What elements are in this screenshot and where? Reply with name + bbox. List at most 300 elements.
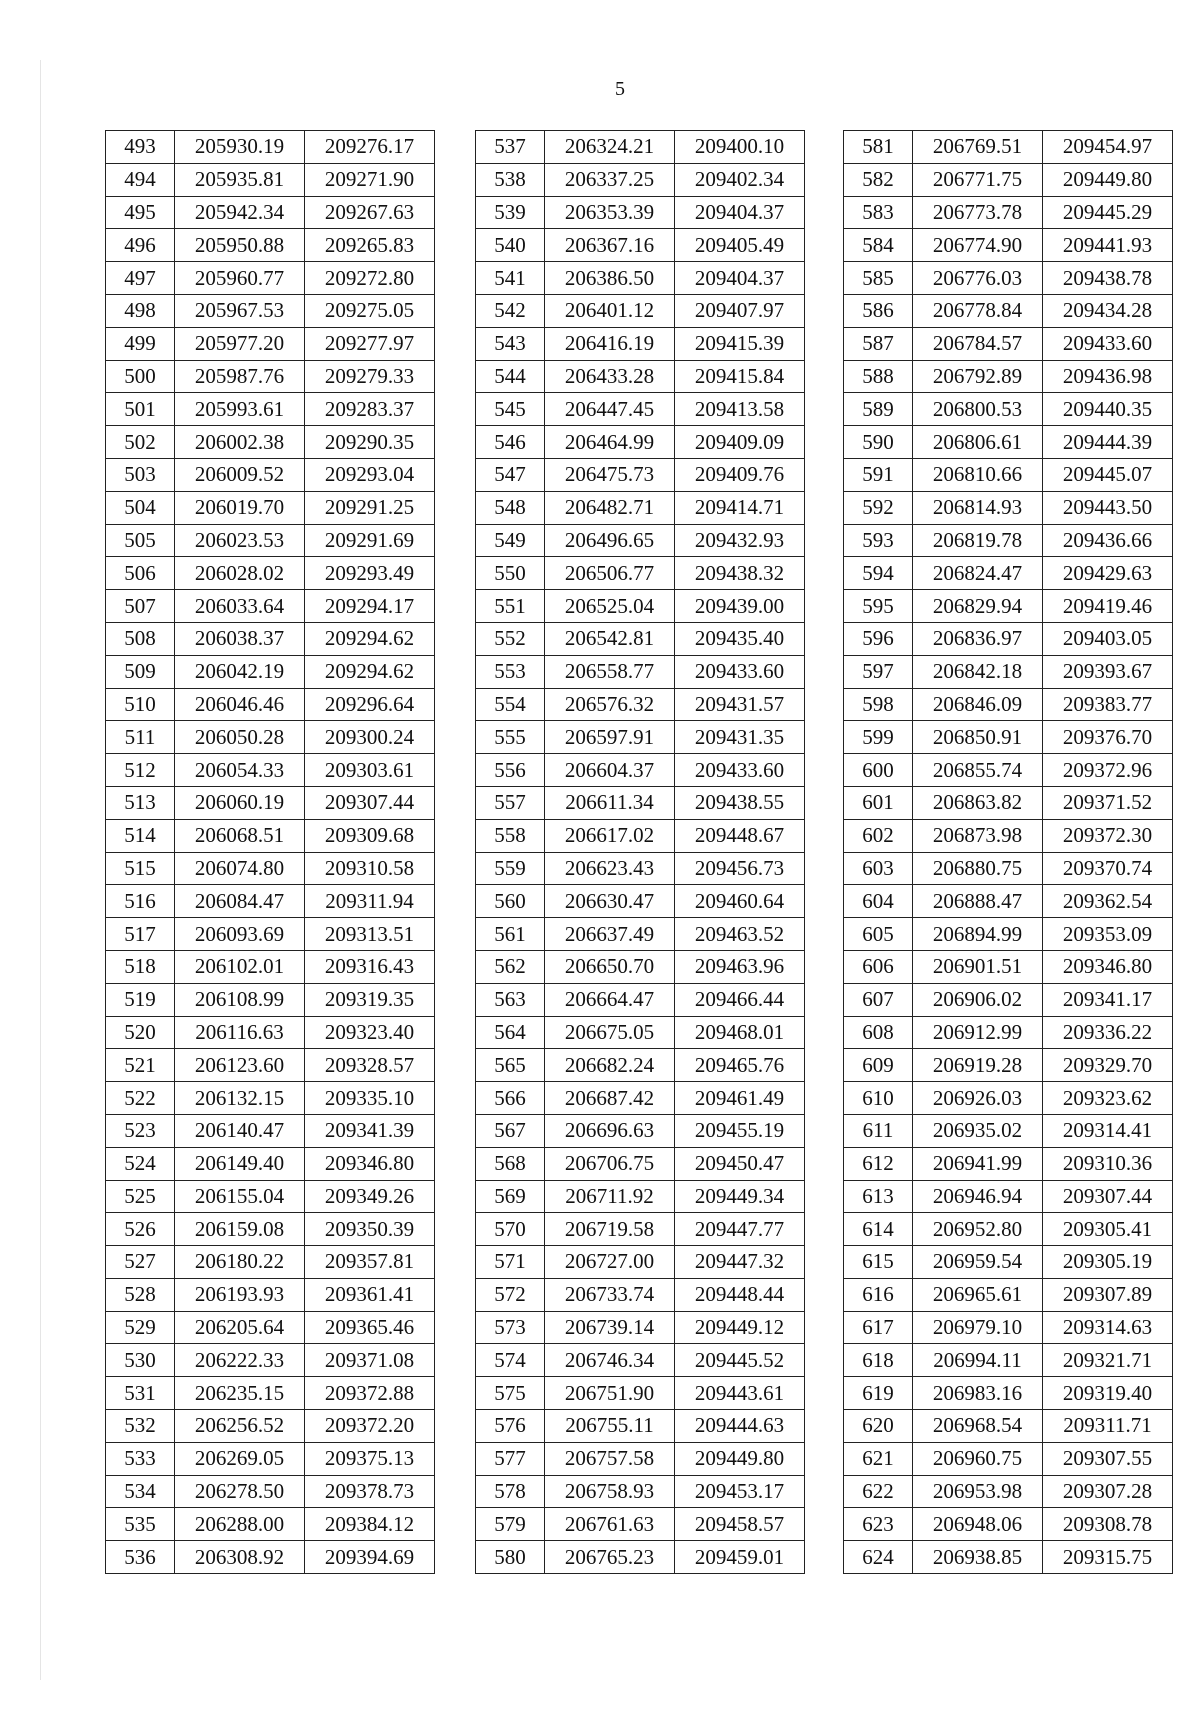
point-number-cell: 522 (106, 1082, 175, 1115)
point-number-cell: 588 (844, 360, 913, 393)
table-row (844, 1246, 1173, 1279)
table-row (844, 1442, 1173, 1475)
y-coordinate-cell: 209453.17 (675, 1475, 805, 1508)
table-row (106, 721, 435, 754)
x-coordinate-cell: 206116.63 (175, 1016, 305, 1049)
y-coordinate-cell: 209444.39 (1043, 426, 1173, 459)
point-number-cell: 530 (106, 1344, 175, 1377)
table-row (844, 983, 1173, 1016)
x-coordinate-cell: 206755.11 (545, 1410, 675, 1443)
y-coordinate-cell: 209294.62 (305, 655, 435, 688)
x-coordinate-cell: 206416.19 (545, 327, 675, 360)
y-coordinate-cell: 209448.67 (675, 819, 805, 852)
table-row (844, 688, 1173, 721)
x-coordinate-cell: 206675.05 (545, 1016, 675, 1049)
x-coordinate-cell: 206727.00 (545, 1246, 675, 1279)
point-number-cell: 610 (844, 1082, 913, 1115)
x-coordinate-cell: 206968.54 (913, 1410, 1043, 1443)
y-coordinate-cell: 209449.34 (675, 1180, 805, 1213)
table-row (106, 524, 435, 557)
y-coordinate-cell: 209272.80 (305, 262, 435, 295)
table-row (476, 131, 805, 164)
y-coordinate-cell: 209308.78 (1043, 1508, 1173, 1541)
x-coordinate-cell: 206948.06 (913, 1508, 1043, 1541)
x-coordinate-cell: 206256.52 (175, 1410, 305, 1443)
y-coordinate-cell: 209443.61 (675, 1377, 805, 1410)
y-coordinate-cell: 209323.62 (1043, 1082, 1173, 1115)
x-coordinate-cell: 206846.09 (913, 688, 1043, 721)
table-row (106, 1082, 435, 1115)
point-number-cell: 621 (844, 1442, 913, 1475)
point-number-cell: 619 (844, 1377, 913, 1410)
y-coordinate-cell: 209350.39 (305, 1213, 435, 1246)
table-row (844, 1180, 1173, 1213)
point-number-cell: 578 (476, 1475, 545, 1508)
y-coordinate-cell: 209296.64 (305, 688, 435, 721)
y-coordinate-cell: 209279.33 (305, 360, 435, 393)
y-coordinate-cell: 209439.00 (675, 590, 805, 623)
x-coordinate-cell: 206706.75 (545, 1147, 675, 1180)
y-coordinate-cell: 209447.77 (675, 1213, 805, 1246)
x-coordinate-cell: 206965.61 (913, 1278, 1043, 1311)
point-number-cell: 505 (106, 524, 175, 557)
x-coordinate-cell: 206433.28 (545, 360, 675, 393)
x-coordinate-cell: 206819.78 (913, 524, 1043, 557)
y-coordinate-cell: 209433.60 (1043, 327, 1173, 360)
point-number-cell: 550 (476, 557, 545, 590)
x-coordinate-cell: 206386.50 (545, 262, 675, 295)
y-coordinate-cell: 209319.40 (1043, 1377, 1173, 1410)
table-row (106, 1246, 435, 1279)
point-number-cell: 611 (844, 1114, 913, 1147)
point-number-cell: 568 (476, 1147, 545, 1180)
y-coordinate-cell: 209415.84 (675, 360, 805, 393)
table-row (844, 360, 1173, 393)
y-coordinate-cell: 209458.57 (675, 1508, 805, 1541)
point-number-cell: 600 (844, 754, 913, 787)
point-number-cell: 613 (844, 1180, 913, 1213)
y-coordinate-cell: 209346.80 (1043, 950, 1173, 983)
x-coordinate-cell: 206746.34 (545, 1344, 675, 1377)
x-coordinate-cell: 206855.74 (913, 754, 1043, 787)
table-row (476, 852, 805, 885)
point-number-cell: 521 (106, 1049, 175, 1082)
x-coordinate-cell: 205977.20 (175, 327, 305, 360)
y-coordinate-cell: 209307.55 (1043, 1442, 1173, 1475)
point-number-cell: 597 (844, 655, 913, 688)
y-coordinate-cell: 209455.19 (675, 1114, 805, 1147)
table-row (844, 754, 1173, 787)
point-number-cell: 526 (106, 1213, 175, 1246)
y-coordinate-cell: 209431.57 (675, 688, 805, 721)
table-row (844, 262, 1173, 295)
point-number-cell: 502 (106, 426, 175, 459)
x-coordinate-cell: 206617.02 (545, 819, 675, 852)
y-coordinate-cell: 209310.36 (1043, 1147, 1173, 1180)
table-row (844, 721, 1173, 754)
point-number-cell: 563 (476, 983, 545, 1016)
table-row (476, 360, 805, 393)
y-coordinate-cell: 209305.41 (1043, 1213, 1173, 1246)
x-coordinate-cell: 206542.81 (545, 622, 675, 655)
x-coordinate-cell: 206019.70 (175, 491, 305, 524)
point-number-cell: 532 (106, 1410, 175, 1443)
y-coordinate-cell: 209313.51 (305, 918, 435, 951)
y-coordinate-cell: 209371.08 (305, 1344, 435, 1377)
y-coordinate-cell: 209362.54 (1043, 885, 1173, 918)
table-row (106, 327, 435, 360)
point-number-cell: 539 (476, 196, 545, 229)
point-number-cell: 598 (844, 688, 913, 721)
table-row (844, 590, 1173, 623)
point-number-cell: 565 (476, 1049, 545, 1082)
y-coordinate-cell: 209294.62 (305, 622, 435, 655)
table-row (106, 131, 435, 164)
point-number-cell: 495 (106, 196, 175, 229)
point-number-cell: 542 (476, 294, 545, 327)
table-row (476, 1147, 805, 1180)
x-coordinate-cell: 206687.42 (545, 1082, 675, 1115)
x-coordinate-cell: 206711.92 (545, 1180, 675, 1213)
y-coordinate-cell: 209341.39 (305, 1114, 435, 1147)
x-coordinate-cell: 206235.15 (175, 1377, 305, 1410)
point-number-cell: 615 (844, 1246, 913, 1279)
point-number-cell: 537 (476, 131, 545, 164)
point-number-cell: 601 (844, 786, 913, 819)
point-number-cell: 599 (844, 721, 913, 754)
y-coordinate-cell: 209466.44 (675, 983, 805, 1016)
y-coordinate-cell: 209276.17 (305, 131, 435, 164)
y-coordinate-cell: 209372.96 (1043, 754, 1173, 787)
x-coordinate-cell: 206193.93 (175, 1278, 305, 1311)
table-row (844, 1508, 1173, 1541)
x-coordinate-cell: 206447.45 (545, 393, 675, 426)
y-coordinate-cell: 209353.09 (1043, 918, 1173, 951)
x-coordinate-cell: 206054.33 (175, 754, 305, 787)
y-coordinate-cell: 209336.22 (1043, 1016, 1173, 1049)
point-number-cell: 547 (476, 458, 545, 491)
y-coordinate-cell: 209404.37 (675, 196, 805, 229)
table-row (476, 1442, 805, 1475)
table-row (106, 754, 435, 787)
point-number-cell: 520 (106, 1016, 175, 1049)
x-coordinate-cell: 206558.77 (545, 655, 675, 688)
x-coordinate-cell: 206773.78 (913, 196, 1043, 229)
x-coordinate-cell: 206180.22 (175, 1246, 305, 1279)
x-coordinate-cell: 206525.04 (545, 590, 675, 623)
table-row (476, 458, 805, 491)
table-row (476, 1246, 805, 1279)
table-row (476, 918, 805, 951)
y-coordinate-cell: 209463.96 (675, 950, 805, 983)
table-row (476, 1377, 805, 1410)
y-coordinate-cell: 209432.93 (675, 524, 805, 557)
table-row (106, 557, 435, 590)
table-row (476, 590, 805, 623)
table-row (476, 983, 805, 1016)
x-coordinate-cell: 206269.05 (175, 1442, 305, 1475)
x-coordinate-cell: 206159.08 (175, 1213, 305, 1246)
y-coordinate-cell: 209307.44 (305, 786, 435, 819)
point-number-cell: 591 (844, 458, 913, 491)
x-coordinate-cell: 206953.98 (913, 1475, 1043, 1508)
table-row (476, 1213, 805, 1246)
point-number-cell: 515 (106, 852, 175, 885)
y-coordinate-cell: 209294.17 (305, 590, 435, 623)
point-number-cell: 595 (844, 590, 913, 623)
point-number-cell: 618 (844, 1344, 913, 1377)
point-number-cell: 509 (106, 655, 175, 688)
y-coordinate-cell: 209465.76 (675, 1049, 805, 1082)
point-number-cell: 564 (476, 1016, 545, 1049)
table-row (476, 1311, 805, 1344)
x-coordinate-cell: 206482.71 (545, 491, 675, 524)
y-coordinate-cell: 209309.68 (305, 819, 435, 852)
x-coordinate-cell: 206496.65 (545, 524, 675, 557)
point-number-cell: 498 (106, 294, 175, 327)
point-number-cell: 511 (106, 721, 175, 754)
table-row (476, 1016, 805, 1049)
coordinate-table-2 (475, 130, 805, 1574)
table-row (476, 950, 805, 983)
table-row (476, 426, 805, 459)
x-coordinate-cell: 206222.33 (175, 1344, 305, 1377)
y-coordinate-cell: 209438.32 (675, 557, 805, 590)
point-number-cell: 623 (844, 1508, 913, 1541)
point-number-cell: 602 (844, 819, 913, 852)
y-coordinate-cell: 209449.80 (675, 1442, 805, 1475)
point-number-cell: 622 (844, 1475, 913, 1508)
table-row (844, 852, 1173, 885)
coordinate-table-3 (843, 130, 1173, 1574)
x-coordinate-cell: 206983.16 (913, 1377, 1043, 1410)
point-number-cell: 574 (476, 1344, 545, 1377)
point-number-cell: 543 (476, 327, 545, 360)
y-coordinate-cell: 209436.98 (1043, 360, 1173, 393)
table-row (476, 1180, 805, 1213)
x-coordinate-cell: 205935.81 (175, 163, 305, 196)
point-number-cell: 566 (476, 1082, 545, 1115)
x-coordinate-cell: 206880.75 (913, 852, 1043, 885)
point-number-cell: 612 (844, 1147, 913, 1180)
y-coordinate-cell: 209376.70 (1043, 721, 1173, 754)
table-row (106, 196, 435, 229)
y-coordinate-cell: 209372.88 (305, 1377, 435, 1410)
y-coordinate-cell: 209431.35 (675, 721, 805, 754)
table-row (476, 688, 805, 721)
point-number-cell: 556 (476, 754, 545, 787)
x-coordinate-cell: 206060.19 (175, 786, 305, 819)
point-number-cell: 541 (476, 262, 545, 295)
y-coordinate-cell: 209433.60 (675, 655, 805, 688)
point-number-cell: 513 (106, 786, 175, 819)
point-number-cell: 540 (476, 229, 545, 262)
y-coordinate-cell: 209459.01 (675, 1541, 805, 1574)
x-coordinate-cell: 205950.88 (175, 229, 305, 262)
table-row (476, 524, 805, 557)
x-coordinate-cell: 206758.93 (545, 1475, 675, 1508)
point-number-cell: 572 (476, 1278, 545, 1311)
table-row (844, 1114, 1173, 1147)
point-number-cell: 534 (106, 1475, 175, 1508)
point-number-cell: 544 (476, 360, 545, 393)
point-number-cell: 596 (844, 622, 913, 655)
table-row (844, 1082, 1173, 1115)
y-coordinate-cell: 209314.41 (1043, 1114, 1173, 1147)
table-row (106, 852, 435, 885)
point-number-cell: 573 (476, 1311, 545, 1344)
table-row (476, 786, 805, 819)
x-coordinate-cell: 206765.23 (545, 1541, 675, 1574)
x-coordinate-cell: 206814.93 (913, 491, 1043, 524)
x-coordinate-cell: 206155.04 (175, 1180, 305, 1213)
point-number-cell: 493 (106, 131, 175, 164)
table-row (844, 131, 1173, 164)
x-coordinate-cell: 206308.92 (175, 1541, 305, 1574)
x-coordinate-cell: 206776.03 (913, 262, 1043, 295)
point-number-cell: 575 (476, 1377, 545, 1410)
x-coordinate-cell: 206597.91 (545, 721, 675, 754)
y-coordinate-cell: 209267.63 (305, 196, 435, 229)
point-number-cell: 524 (106, 1147, 175, 1180)
point-number-cell: 518 (106, 950, 175, 983)
x-coordinate-cell: 206337.25 (545, 163, 675, 196)
y-coordinate-cell: 209443.50 (1043, 491, 1173, 524)
x-coordinate-cell: 206637.49 (545, 918, 675, 951)
y-coordinate-cell: 209448.44 (675, 1278, 805, 1311)
x-coordinate-cell: 206778.84 (913, 294, 1043, 327)
table-row (844, 393, 1173, 426)
y-coordinate-cell: 209419.46 (1043, 590, 1173, 623)
table-row (844, 557, 1173, 590)
y-coordinate-cell: 209436.66 (1043, 524, 1173, 557)
table-row (106, 1278, 435, 1311)
table-row (844, 196, 1173, 229)
x-coordinate-cell: 205960.77 (175, 262, 305, 295)
x-coordinate-cell: 206806.61 (913, 426, 1043, 459)
table-row (476, 1278, 805, 1311)
table-row (106, 950, 435, 983)
x-coordinate-cell: 206719.58 (545, 1213, 675, 1246)
y-coordinate-cell: 209438.78 (1043, 262, 1173, 295)
y-coordinate-cell: 209407.97 (675, 294, 805, 327)
point-number-cell: 533 (106, 1442, 175, 1475)
point-number-cell: 580 (476, 1541, 545, 1574)
x-coordinate-cell: 206696.63 (545, 1114, 675, 1147)
x-coordinate-cell: 206792.89 (913, 360, 1043, 393)
table-row (476, 1114, 805, 1147)
point-number-cell: 510 (106, 688, 175, 721)
table-row (476, 885, 805, 918)
point-number-cell: 559 (476, 852, 545, 885)
y-coordinate-cell: 209357.81 (305, 1246, 435, 1279)
table-row (106, 1147, 435, 1180)
x-coordinate-cell: 206952.80 (913, 1213, 1043, 1246)
page-number: 5 (615, 78, 625, 100)
table-row (106, 1049, 435, 1082)
table-row (106, 294, 435, 327)
x-coordinate-cell: 206946.94 (913, 1180, 1043, 1213)
point-number-cell: 501 (106, 393, 175, 426)
y-coordinate-cell: 209372.30 (1043, 819, 1173, 852)
x-coordinate-cell: 206068.51 (175, 819, 305, 852)
table-row (106, 1410, 435, 1443)
point-number-cell: 590 (844, 426, 913, 459)
y-coordinate-cell: 209311.94 (305, 885, 435, 918)
point-number-cell: 589 (844, 393, 913, 426)
point-number-cell: 508 (106, 622, 175, 655)
x-coordinate-cell: 206650.70 (545, 950, 675, 983)
x-coordinate-cell: 206901.51 (913, 950, 1043, 983)
x-coordinate-cell: 206938.85 (913, 1541, 1043, 1574)
x-coordinate-cell: 206611.34 (545, 786, 675, 819)
x-coordinate-cell: 206863.82 (913, 786, 1043, 819)
y-coordinate-cell: 209415.39 (675, 327, 805, 360)
table-row (476, 1541, 805, 1574)
point-number-cell: 587 (844, 327, 913, 360)
x-coordinate-cell: 205987.76 (175, 360, 305, 393)
y-coordinate-cell: 209335.10 (305, 1082, 435, 1115)
table-row (476, 622, 805, 655)
y-coordinate-cell: 209440.35 (1043, 393, 1173, 426)
table-row (476, 294, 805, 327)
point-number-cell: 624 (844, 1541, 913, 1574)
y-coordinate-cell: 209429.63 (1043, 557, 1173, 590)
x-coordinate-cell: 206836.97 (913, 622, 1043, 655)
x-coordinate-cell: 206994.11 (913, 1344, 1043, 1377)
x-coordinate-cell: 206800.53 (913, 393, 1043, 426)
point-number-cell: 500 (106, 360, 175, 393)
y-coordinate-cell: 209372.20 (305, 1410, 435, 1443)
x-coordinate-cell: 206960.75 (913, 1442, 1043, 1475)
x-coordinate-cell: 206810.66 (913, 458, 1043, 491)
y-coordinate-cell: 209460.64 (675, 885, 805, 918)
x-coordinate-cell: 206784.57 (913, 327, 1043, 360)
point-number-cell: 569 (476, 1180, 545, 1213)
x-coordinate-cell: 206023.53 (175, 524, 305, 557)
table-row (106, 1180, 435, 1213)
table-row (476, 1508, 805, 1541)
table-row (844, 294, 1173, 327)
table-row (844, 491, 1173, 524)
x-coordinate-cell: 206941.99 (913, 1147, 1043, 1180)
y-coordinate-cell: 209450.47 (675, 1147, 805, 1180)
y-coordinate-cell: 209293.49 (305, 557, 435, 590)
table-row (476, 1475, 805, 1508)
point-number-cell: 607 (844, 983, 913, 1016)
table-row (844, 655, 1173, 688)
point-number-cell: 548 (476, 491, 545, 524)
x-coordinate-cell: 206751.90 (545, 1377, 675, 1410)
x-coordinate-cell: 206888.47 (913, 885, 1043, 918)
y-coordinate-cell: 209403.05 (1043, 622, 1173, 655)
x-coordinate-cell: 206324.21 (545, 131, 675, 164)
y-coordinate-cell: 209461.49 (675, 1082, 805, 1115)
table-row (844, 885, 1173, 918)
table-row (106, 1442, 435, 1475)
y-coordinate-cell: 209449.12 (675, 1311, 805, 1344)
point-number-cell: 567 (476, 1114, 545, 1147)
point-number-cell: 519 (106, 983, 175, 1016)
x-coordinate-cell: 206506.77 (545, 557, 675, 590)
point-number-cell: 551 (476, 590, 545, 623)
y-coordinate-cell: 209447.32 (675, 1246, 805, 1279)
x-coordinate-cell: 206102.01 (175, 950, 305, 983)
x-coordinate-cell: 206919.28 (913, 1049, 1043, 1082)
x-coordinate-cell: 206873.98 (913, 819, 1043, 852)
y-coordinate-cell: 209275.05 (305, 294, 435, 327)
y-coordinate-cell: 209435.40 (675, 622, 805, 655)
